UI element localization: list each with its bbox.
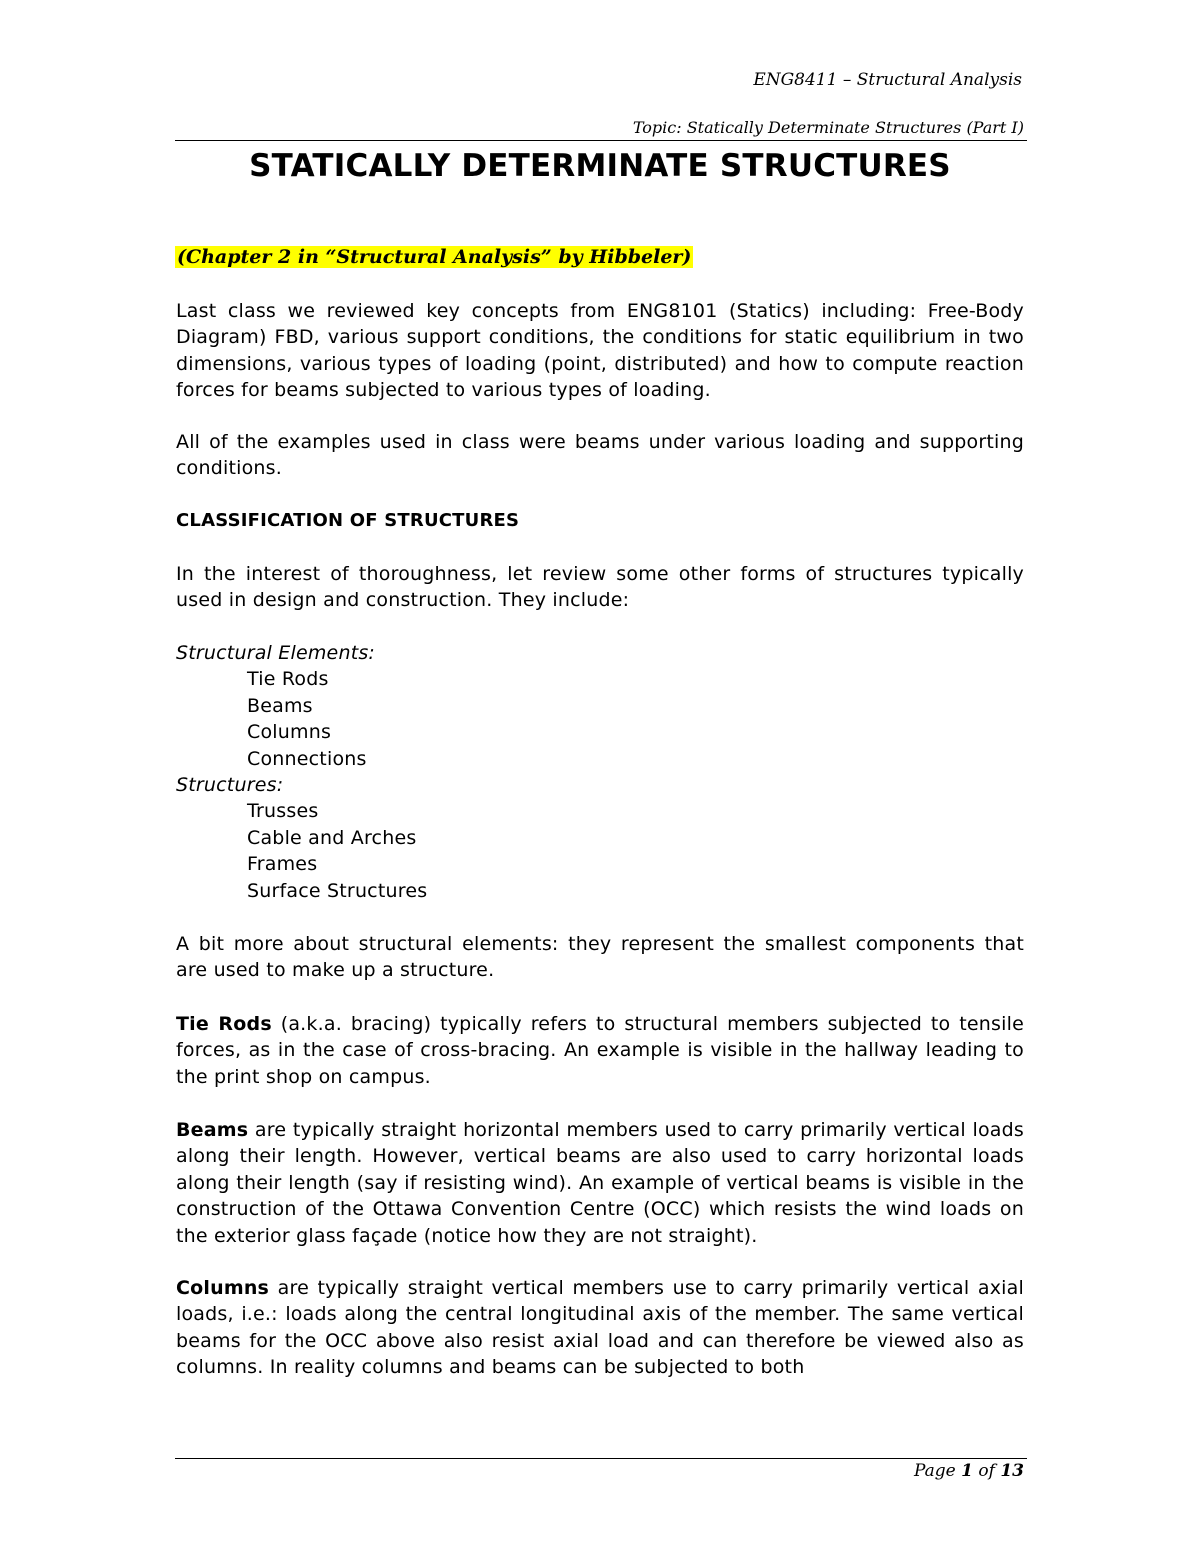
list-label-structures: Structures: bbox=[176, 774, 284, 797]
section-heading-classification: CLASSIFICATION OF STRUCTURES bbox=[176, 510, 520, 531]
definition-tie-rods bbox=[176, 1011, 1024, 1090]
page-number bbox=[914, 1461, 1024, 1481]
chapter-note-highlight: (Chapter 2 in “Structural Analysis” by Hibbeler) bbox=[177, 246, 692, 268]
list-item: Tie Rods bbox=[247, 668, 329, 691]
definition-beams bbox=[176, 1117, 1024, 1249]
term-beams: Beams bbox=[176, 1119, 249, 1141]
definition-text: are typically straight vertical members use to carry primarily vertical axial loads, i.e.: loads along the central longitudinal axis of the member. The same vertical beams for the OCC above also resist axial load and can therefore be viewed also as columns. In reality columns and beams can be subjected to both bbox=[176, 1277, 1024, 1379]
paragraph-review: Last class we reviewed key concepts from ENG8101 (Statics) including: Free-Body Diagram) FBD, various support conditions, the conditions for static equilibrium in two dimensions, various types of loading (point, distributed) and how to compute reaction forces for beams subjected to various types of loading. bbox=[176, 300, 1024, 402]
paragraph-examples: All of the examples used in class were beams under various loading and supporting conditions. bbox=[176, 431, 1024, 480]
definition-text: (a.k.a. bracing) typically refers to structural members subjected to tensile forces, as in the case of cross-bracing. An example is visible in the hallway leading to the print shop on campus. bbox=[176, 1013, 1024, 1088]
list-item: Connections bbox=[247, 747, 367, 770]
paragraph-elements-more: A bit more about structural elements: they represent the smallest components that are used to make up a structure. bbox=[176, 933, 1024, 982]
definition-text: are typically straight horizontal members used to carry primarily vertical loads along their length. However, vertical beams are also used to carry horizontal loads along their length (say if resisting wind). An example of vertical beams is visible in the construction of the Ottawa Convention Centre (OCC) which resists the wind loads on the exterior glass façade (notice how they are not straight). bbox=[176, 1119, 1024, 1247]
page-of: of bbox=[972, 1461, 1001, 1481]
header-topic: Topic: Statically Determinate Structures (Part I) bbox=[632, 118, 1024, 137]
page-total: 13 bbox=[1000, 1461, 1024, 1481]
definition-columns bbox=[176, 1275, 1024, 1381]
term-tie-rods: Tie Rods bbox=[176, 1013, 272, 1035]
footer-divider bbox=[175, 1458, 1027, 1459]
header-divider bbox=[175, 140, 1027, 141]
structures-list bbox=[176, 640, 1024, 904]
list-item: Frames bbox=[247, 853, 318, 876]
list-item: Cable and Arches bbox=[247, 826, 417, 849]
header-course: ENG8411 – Structural Analysis bbox=[753, 70, 1022, 90]
list-label-elements: Structural Elements: bbox=[176, 642, 376, 664]
list-item: Beams bbox=[247, 694, 313, 717]
page-current: 1 bbox=[961, 1461, 973, 1481]
paragraph-intro: In the interest of thoroughness, let review some other forms of structures typically used in design and construction. They include: bbox=[176, 563, 1024, 612]
list-item: Surface Structures bbox=[247, 879, 428, 902]
page-title: STATICALLY DETERMINATE STRUCTURES bbox=[249, 148, 951, 184]
list-item: Trusses bbox=[247, 800, 319, 823]
list-item: Columns bbox=[247, 721, 332, 744]
page-prefix: Page bbox=[913, 1461, 962, 1481]
term-columns: Columns bbox=[176, 1277, 270, 1299]
